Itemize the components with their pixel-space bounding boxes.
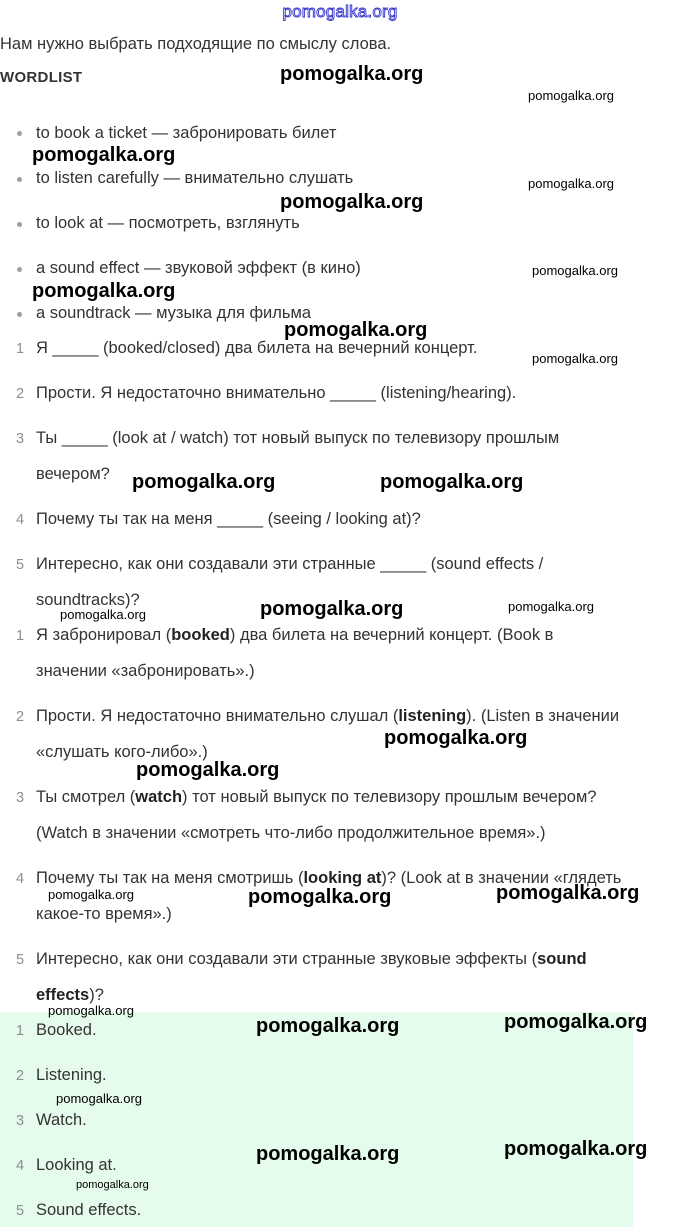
bullet-dot [17, 177, 22, 182]
watermark: pomogalka.org [136, 759, 280, 781]
intro-text: Нам нужно выбрать подходящие по смыслу слова. [0, 35, 392, 53]
bullet-dot [17, 267, 22, 272]
watermark: pomogalka.org [76, 1179, 149, 1191]
watermark: pomogalka.org [284, 319, 428, 341]
watermark: pomogalka.org [280, 191, 424, 213]
answer-text: Watch. [36, 1111, 87, 1129]
solution-text: Прости. Я недостаточно внимательно слушал (listening). (Listen в значении [36, 707, 620, 725]
solution-keyword: booked [171, 626, 230, 644]
watermark: pomogalka.org [32, 280, 176, 302]
answer-text: Sound effects. [36, 1201, 142, 1219]
solution-text-cont: какое-то время».) [36, 905, 172, 923]
task-number: 4 [15, 512, 25, 528]
wordlist-item: to look at — посмотреть, взглянуть [36, 214, 300, 232]
solution-text: Интересно, как они создавали эти странные звуковые эффекты (sound [36, 950, 587, 968]
answers-panel [0, 1012, 633, 1227]
watermark: pomogalka.org [384, 727, 528, 749]
solution-keyword: listening [398, 707, 467, 725]
wordlist-item: to listen carefully — внимательно слушать [36, 169, 354, 187]
watermark: pomogalka.org [32, 144, 176, 166]
site-header-logo: pomogalka.org [282, 2, 398, 21]
watermark: pomogalka.org [532, 351, 618, 366]
solution-text: Почему ты так на меня смотришь (looking at)? (Look at в значении «глядеть [36, 869, 622, 887]
solution-number: 5 [15, 952, 25, 968]
task-text: Интересно, как они создавали эти странные _____ (sound effects / [36, 555, 544, 573]
watermark: pomogalka.org [56, 1091, 142, 1106]
solution-text-cont: effects)? [36, 986, 104, 1004]
answer-text: Booked. [36, 1021, 97, 1039]
answer-number: 4 [15, 1158, 25, 1174]
task-number: 3 [15, 431, 25, 447]
task-text-cont: вечером? [36, 465, 110, 483]
solution-number: 4 [15, 871, 25, 887]
solution-text: Я забронировал (booked) два билета на вечерний концерт. (Book в [36, 626, 554, 644]
answer-number: 3 [15, 1113, 25, 1129]
wordlist-item: to book a ticket — забронировать билет [36, 124, 337, 142]
bullet-dot [17, 312, 22, 317]
task-number: 1 [15, 341, 25, 357]
watermark: pomogalka.org [48, 887, 134, 902]
task-text: Ты _____ (look at / watch) тот новый выпуск по телевизору прошлым [36, 429, 560, 447]
answer-number: 5 [15, 1203, 25, 1219]
watermark: pomogalka.org [380, 471, 524, 493]
solution-keyword: watch [135, 788, 183, 806]
watermark: pomogalka.org [260, 598, 404, 620]
wordlist-heading: WORDLIST [0, 69, 83, 86]
solution-text: Ты смотрел (watch) тот новый выпуск по телевизору прошлым вечером? [36, 788, 597, 806]
task-text-cont: soundtracks)? [36, 591, 140, 609]
solution-number: 1 [15, 628, 25, 644]
watermark: pomogalka.org [132, 471, 276, 493]
task-text: Прости. Я недостаточно внимательно _____ (listening/hearing). [36, 384, 517, 402]
bullet-dot [17, 131, 22, 136]
watermark: pomogalka.org [528, 88, 614, 103]
task-number: 2 [15, 386, 25, 402]
task-text: Я _____ (booked/closed) два билета на вечерний концерт. [36, 339, 478, 357]
solution-text-cont: «слушать кого-либо».) [36, 743, 208, 761]
bullet-dot [17, 222, 22, 227]
watermark: pomogalka.org [496, 882, 640, 904]
watermark: pomogalka.org [60, 607, 146, 622]
answer-number: 1 [15, 1023, 25, 1039]
watermark: pomogalka.org [504, 1011, 648, 1033]
watermark: pomogalka.org [248, 886, 392, 908]
task-number: 5 [15, 557, 25, 573]
solution-text-cont: значении «забронировать».) [36, 662, 255, 680]
watermark: pomogalka.org [280, 63, 424, 85]
task-text: Почему ты так на меня _____ (seeing / looking at)? [36, 510, 421, 528]
watermark: pomogalka.org [48, 1003, 134, 1018]
watermark: pomogalka.org [528, 176, 614, 191]
solution-keyword: looking at [303, 869, 382, 887]
wordlist-item: a soundtrack — музыка для фильма [36, 304, 311, 322]
wordlist-item: a sound effect — звуковой эффект (в кино) [36, 259, 361, 277]
watermark: pomogalka.org [256, 1015, 400, 1037]
solution-text-cont: (Watch в значении «смотреть что-либо продолжительное время».) [36, 824, 546, 842]
watermark: pomogalka.org [504, 1138, 648, 1160]
answer-number: 2 [15, 1068, 25, 1084]
watermark: pomogalka.org [508, 599, 594, 614]
solution-keyword: effects [36, 986, 90, 1004]
solution-number: 3 [15, 790, 25, 806]
solution-keyword: sound [537, 950, 587, 968]
watermark: pomogalka.org [256, 1143, 400, 1165]
watermark: pomogalka.org [532, 263, 618, 278]
answer-text: Listening. [36, 1066, 107, 1084]
answer-text: Looking at. [36, 1156, 117, 1174]
solution-number: 2 [15, 709, 25, 725]
